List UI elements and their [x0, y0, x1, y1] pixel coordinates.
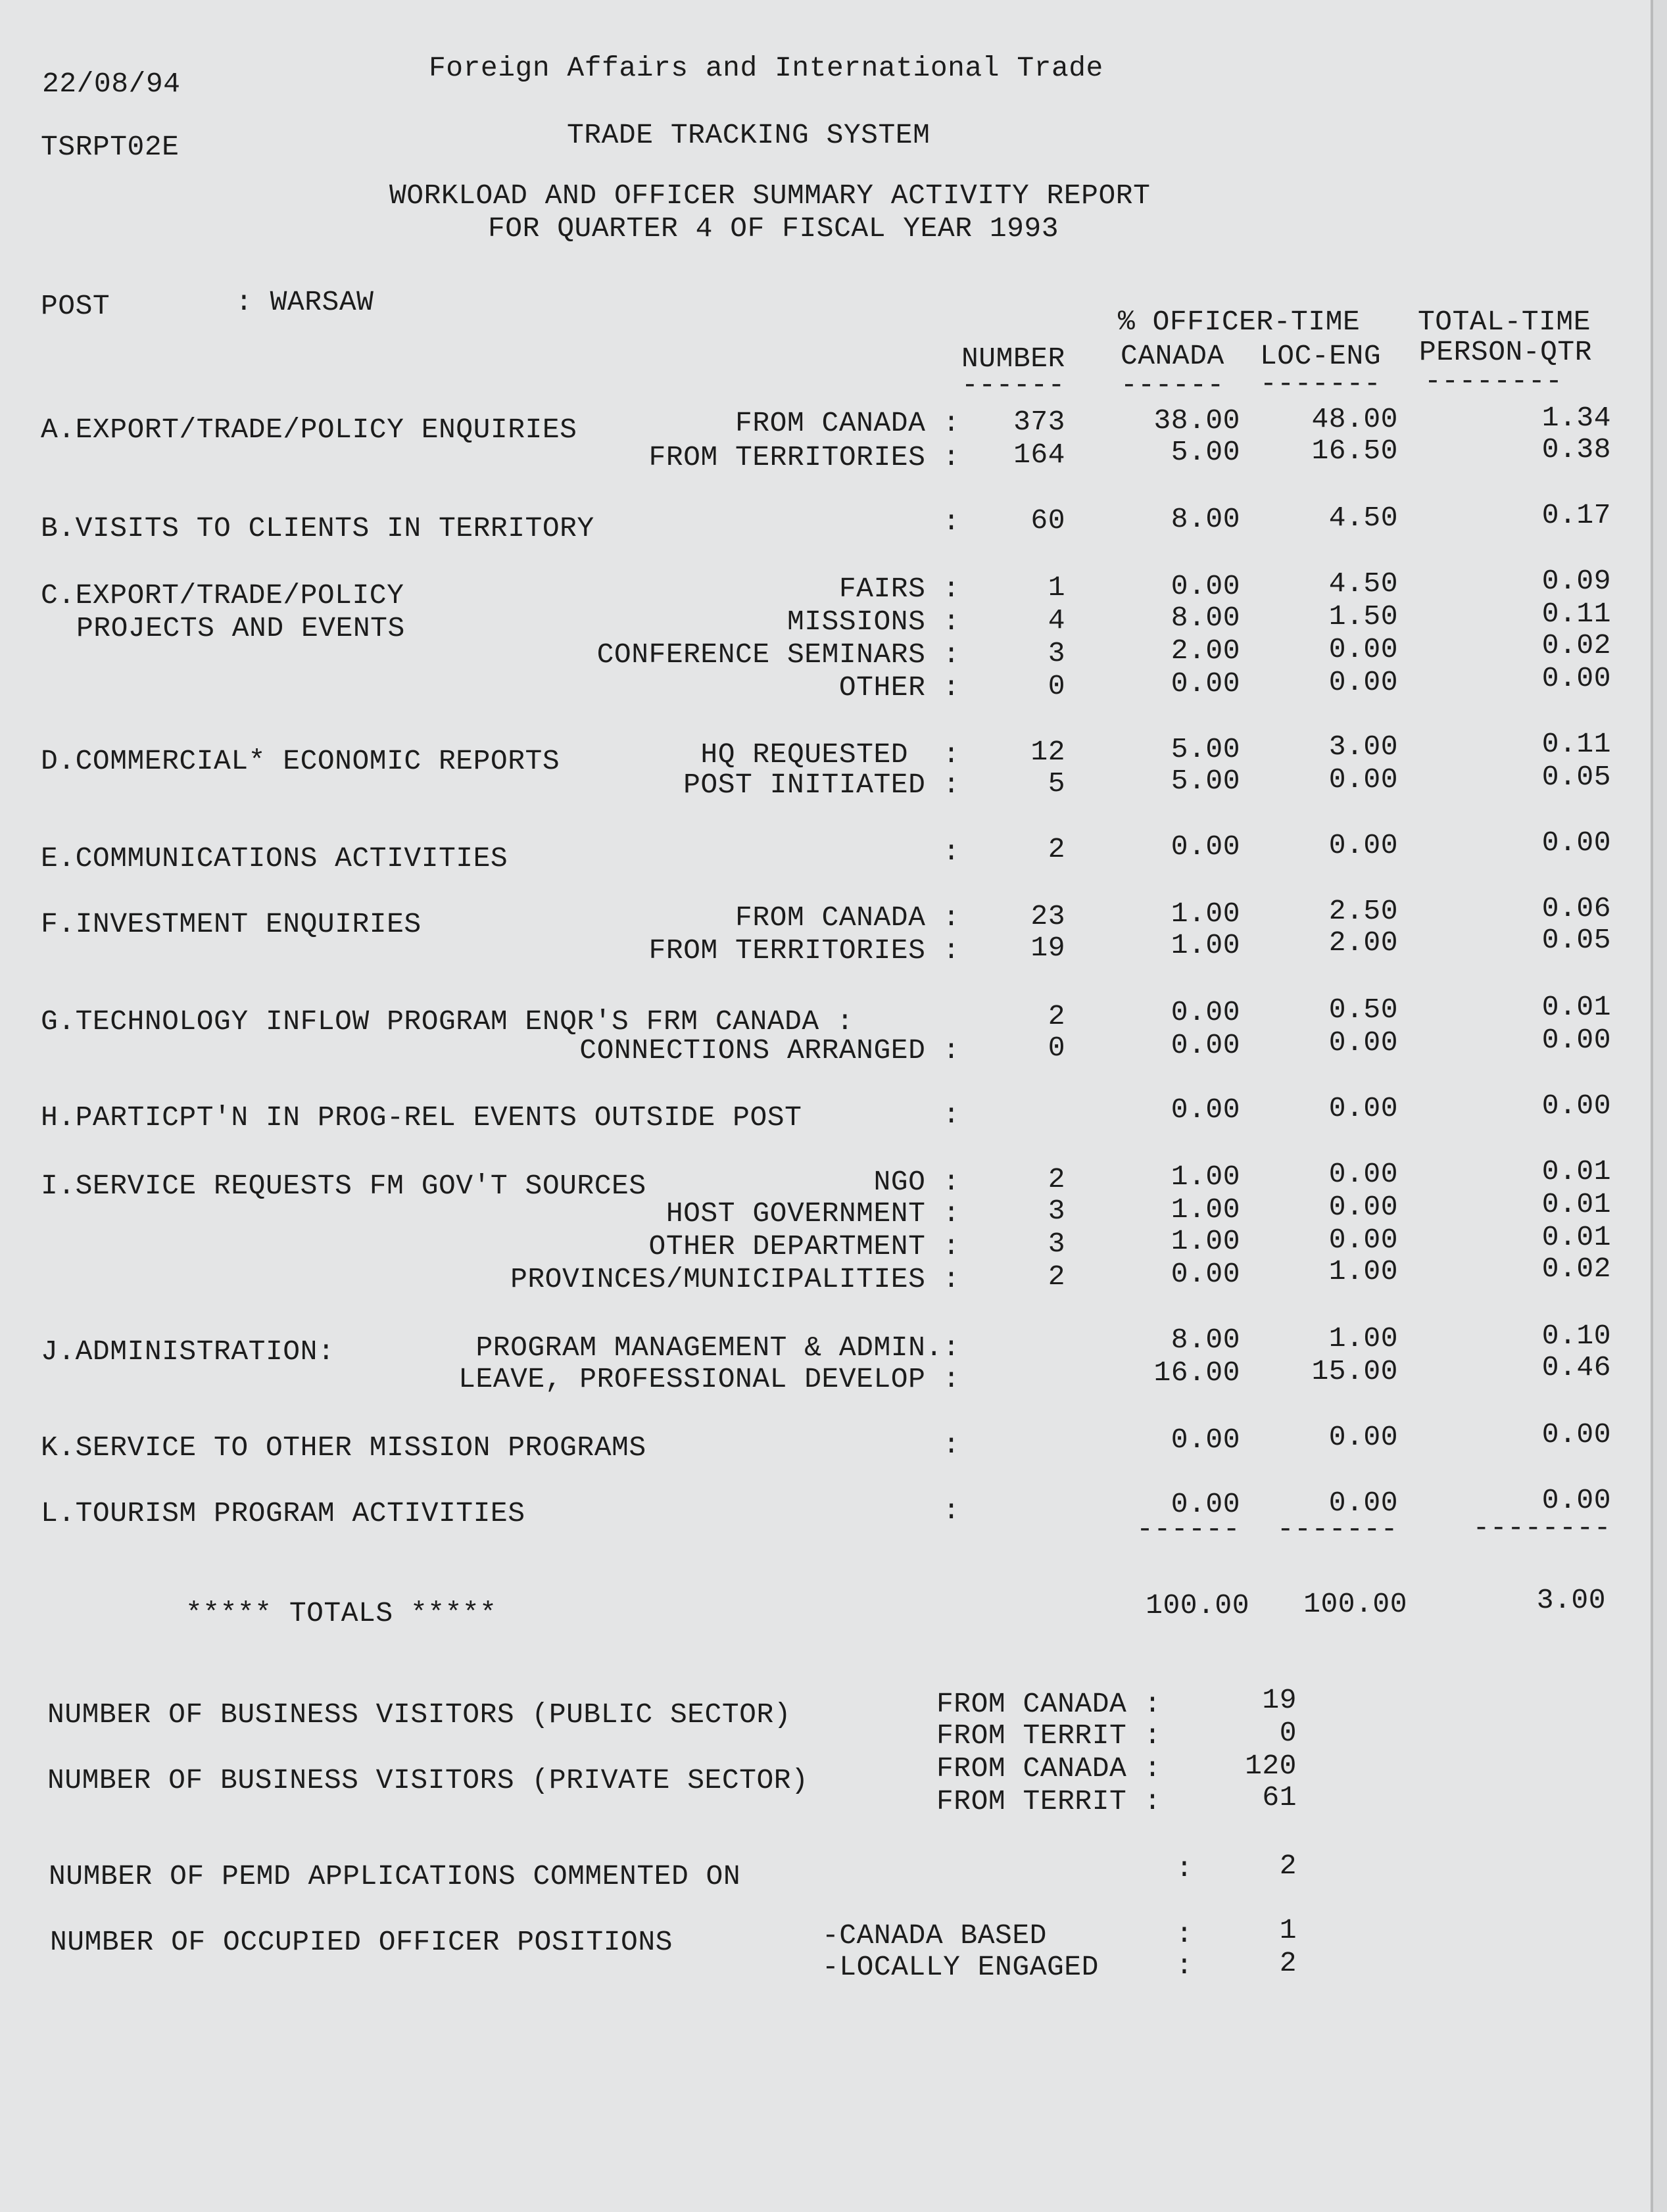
row-canada: 0.00 — [1171, 1258, 1240, 1290]
row-canada: 8.00 — [1171, 602, 1240, 634]
row-label: FROM CANADA : — [735, 407, 960, 439]
totals-person-qtr-underline: -------- — [1472, 1512, 1611, 1544]
row-person-qtr: 0.46 — [1541, 1351, 1611, 1383]
pemd-colon: : — [1176, 1852, 1194, 1885]
row-person-qtr: 0.00 — [1541, 662, 1611, 694]
row-number: 12 — [1030, 736, 1065, 768]
row-loc-eng: 0.00 — [1328, 1092, 1398, 1124]
canada-based-colon: : — [1176, 1918, 1194, 1950]
row-loc-eng: 4.50 — [1328, 567, 1398, 600]
row-label: HOST GOVERNMENT : — [665, 1197, 960, 1230]
locally-engaged-value: 2 — [1279, 1947, 1297, 1979]
system-name: TRADE TRACKING SYSTEM — [567, 119, 930, 151]
number-header: NUMBER — [961, 343, 1065, 375]
person-qtr-underline: -------- — [1424, 365, 1563, 397]
row-number: 5 — [1048, 767, 1065, 800]
canada-based-value: 1 — [1279, 1914, 1297, 1946]
row-loc-eng: 0.00 — [1328, 763, 1398, 796]
totals-loc-eng: 100.00 — [1303, 1588, 1407, 1620]
totals-label: ***** TOTALS ***** — [185, 1597, 497, 1629]
row-canada: 16.00 — [1153, 1357, 1240, 1389]
row-canada: 5.00 — [1171, 765, 1240, 797]
row-loc-eng: 15.00 — [1311, 1355, 1398, 1387]
person-qtr-header: PERSON-QTR — [1419, 336, 1593, 368]
row-label: PROVINCES/MUNICIPALITIES : — [510, 1263, 960, 1295]
row-number: 23 — [1030, 900, 1065, 932]
loc-eng-underline: ------- — [1260, 368, 1382, 400]
section-c-subtitle: PROJECTS AND EVENTS — [76, 612, 405, 644]
row-canada: 1.00 — [1171, 1193, 1240, 1226]
row-number: 60 — [1030, 504, 1065, 537]
row-label: PROGRAM MANAGEMENT & ADMIN.: — [475, 1332, 960, 1364]
row-label: FROM TERRITORIES : — [648, 934, 960, 967]
public-from-territ-value: 0 — [1279, 1717, 1297, 1749]
row-loc-eng: 0.00 — [1328, 666, 1398, 698]
row-loc-eng: 0.00 — [1328, 1224, 1398, 1256]
private-from-canada-value: 120 — [1245, 1750, 1297, 1782]
row-canada: 8.00 — [1171, 503, 1240, 535]
row-label: : — [942, 506, 960, 538]
row-loc-eng: 3.00 — [1328, 731, 1398, 763]
department-name: Foreign Affairs and International Trade — [429, 52, 1103, 84]
section-d-title: D.COMMERCIAL* ECONOMIC REPORTS — [41, 745, 560, 777]
business-visitors-public-label: NUMBER OF BUSINESS VISITORS (PUBLIC SECTOR) — [47, 1698, 792, 1731]
public-from-canada-value: 19 — [1262, 1684, 1297, 1716]
row-label: POST INITIATED : — [683, 769, 960, 801]
row-label: FAIRS : — [838, 573, 960, 605]
section-c-title: C.EXPORT/TRADE/POLICY — [41, 579, 404, 612]
row-number: 2 — [1048, 1163, 1065, 1195]
row-loc-eng: 1.50 — [1328, 600, 1398, 633]
row-label: CONFERENCE SEMINARS : — [596, 638, 960, 671]
row-person-qtr: 0.11 — [1541, 598, 1611, 630]
section-j-title: J.ADMINISTRATION: — [41, 1335, 335, 1368]
row-canada: 5.00 — [1171, 436, 1240, 468]
row-loc-eng: 2.50 — [1328, 895, 1398, 927]
pemd-label: NUMBER OF PEMD APPLICATIONS COMMENTED ON — [49, 1860, 741, 1892]
row-person-qtr: 0.00 — [1541, 1484, 1611, 1516]
section-a-title: A.EXPORT/TRADE/POLICY ENQUIRIES — [41, 414, 577, 446]
row-loc-eng: 16.50 — [1311, 435, 1398, 467]
canada-underline: ------ — [1121, 369, 1224, 401]
report-title: WORKLOAD AND OFFICER SUMMARY ACTIVITY REPORT — [389, 180, 1151, 212]
row-canada: 1.00 — [1171, 1161, 1240, 1193]
row-canada: 0.00 — [1171, 1029, 1240, 1061]
row-canada: 1.00 — [1171, 898, 1240, 930]
row-canada: 0.00 — [1171, 1424, 1240, 1456]
row-person-qtr: 0.00 — [1541, 1418, 1611, 1451]
business-visitors-private-label: NUMBER OF BUSINESS VISITORS (PRIVATE SECTOR) — [47, 1764, 809, 1796]
pemd-value: 2 — [1279, 1850, 1297, 1882]
row-loc-eng: 0.00 — [1328, 1026, 1398, 1059]
locally-engaged-colon: : — [1176, 1950, 1194, 1982]
row-label: : — [942, 1495, 960, 1527]
row-canada: 1.00 — [1171, 929, 1240, 961]
row-label: LEAVE, PROFESSIONAL DEVELOP : — [458, 1363, 960, 1395]
section-i-title: I.SERVICE REQUESTS FM GOV'T SOURCES — [41, 1170, 646, 1202]
locally-engaged-label: -LOCALLY ENGAGED — [822, 1951, 1099, 1983]
section-f-title: F.INVESTMENT ENQUIRIES — [41, 908, 422, 940]
row-person-qtr: 0.00 — [1541, 1024, 1611, 1056]
totals-loc-eng-underline: ------- — [1276, 1513, 1398, 1545]
row-number: 164 — [1013, 439, 1065, 471]
row-loc-eng: 0.00 — [1328, 1158, 1398, 1190]
row-number: 1 — [1048, 571, 1065, 604]
post-value: : WARSAW — [235, 286, 374, 318]
row-person-qtr: 0.01 — [1541, 1155, 1611, 1188]
section-k-title: K.SERVICE TO OTHER MISSION PROGRAMS — [41, 1431, 646, 1464]
row-person-qtr: 0.05 — [1541, 761, 1611, 793]
row-number: 373 — [1013, 406, 1065, 438]
row-canada: 0.00 — [1171, 570, 1240, 602]
row-person-qtr: 0.01 — [1541, 991, 1611, 1023]
row-label: : — [942, 1429, 960, 1461]
row-label: MISSIONS : — [786, 606, 960, 638]
totals-person-qtr: 3.00 — [1536, 1584, 1606, 1616]
private-from-territ-value: 61 — [1262, 1781, 1297, 1814]
row-number: 2 — [1048, 1261, 1065, 1293]
total-time-header: TOTAL-TIME — [1418, 306, 1591, 338]
public-from-territ-label: FROM TERRIT : — [936, 1719, 1161, 1752]
row-number: 3 — [1048, 1228, 1065, 1260]
row-number: 0 — [1048, 1032, 1065, 1064]
section-e-title: E.COMMUNICATIONS ACTIVITIES — [41, 842, 508, 875]
row-loc-eng: 0.00 — [1328, 633, 1398, 665]
row-person-qtr: 1.34 — [1541, 402, 1611, 434]
row-canada: 38.00 — [1153, 404, 1240, 437]
row-person-qtr: 0.05 — [1541, 924, 1611, 956]
row-canada: 0.00 — [1171, 667, 1240, 700]
row-person-qtr: 0.17 — [1541, 499, 1611, 531]
row-canada: 2.00 — [1171, 635, 1240, 667]
row-label: : — [942, 1099, 960, 1131]
row-label: NGO : — [873, 1166, 960, 1198]
totals-canada: 100.00 — [1146, 1589, 1249, 1622]
row-loc-eng: 48.00 — [1311, 403, 1398, 435]
row-person-qtr: 0.01 — [1541, 1221, 1611, 1253]
row-label: OTHER : — [838, 671, 960, 704]
row-loc-eng: 2.00 — [1328, 926, 1398, 959]
row-canada: 8.00 — [1171, 1324, 1240, 1356]
loc-eng-header: LOC-ENG — [1260, 340, 1382, 372]
canada-header: CANADA — [1121, 340, 1224, 372]
number-underline: ------ — [961, 369, 1065, 401]
row-label: CONNECTIONS ARRANGED : — [579, 1034, 960, 1067]
private-from-territ-label: FROM TERRIT : — [936, 1785, 1161, 1817]
row-number: 4 — [1048, 604, 1065, 637]
row-loc-eng: 4.50 — [1328, 502, 1398, 534]
private-from-canada-label: FROM CANADA : — [936, 1752, 1161, 1785]
row-label: FROM TERRITORIES : — [648, 441, 960, 473]
row-number: 2 — [1048, 1000, 1065, 1032]
row-loc-eng: 0.00 — [1328, 1487, 1398, 1519]
row-person-qtr: 0.00 — [1541, 1090, 1611, 1122]
row-label: : — [942, 836, 960, 868]
row-person-qtr: 0.38 — [1541, 433, 1611, 466]
row-number: 3 — [1048, 1195, 1065, 1227]
row-loc-eng: 0.50 — [1328, 994, 1398, 1026]
section-g-title: G.TECHNOLOGY INFLOW PROGRAM ENQR'S FRM CANADA : — [41, 1005, 854, 1038]
row-number: 19 — [1030, 932, 1065, 964]
row-number: 0 — [1048, 670, 1065, 702]
row-loc-eng: 0.00 — [1328, 829, 1398, 861]
row-loc-eng: 1.00 — [1328, 1322, 1398, 1355]
section-b-title: B.VISITS TO CLIENTS IN TERRITORY — [41, 512, 594, 544]
row-canada: 1.00 — [1171, 1225, 1240, 1257]
row-person-qtr: 0.00 — [1541, 827, 1611, 859]
report-period: FOR QUARTER 4 OF FISCAL YEAR 1993 — [488, 212, 1059, 245]
row-canada: 5.00 — [1171, 733, 1240, 765]
row-person-qtr: 0.02 — [1541, 1253, 1611, 1285]
row-person-qtr: 0.01 — [1541, 1188, 1611, 1220]
totals-canada-underline: ------ — [1136, 1513, 1240, 1545]
positions-label: NUMBER OF OCCUPIED OFFICER POSITIONS — [50, 1926, 673, 1958]
row-label: FROM CANADA : — [735, 902, 960, 934]
canada-based-label: -CANADA BASED — [822, 1919, 1047, 1952]
row-number: 3 — [1048, 637, 1065, 669]
officer-time-header: % OFFICER-TIME — [1118, 306, 1361, 338]
row-label: OTHER DEPARTMENT : — [648, 1230, 960, 1262]
row-person-qtr: 0.10 — [1541, 1320, 1611, 1352]
section-h-title: H.PARTICPT'N IN PROG-REL EVENTS OUTSIDE POST — [41, 1101, 802, 1134]
row-canada: 0.00 — [1171, 996, 1240, 1028]
row-number: 2 — [1048, 833, 1065, 865]
row-person-qtr: 0.02 — [1541, 629, 1611, 661]
row-loc-eng: 0.00 — [1328, 1421, 1398, 1453]
post-label: POST — [41, 290, 110, 322]
row-person-qtr: 0.11 — [1541, 728, 1611, 760]
row-loc-eng: 0.00 — [1328, 1191, 1398, 1223]
section-l-title: L.TOURISM PROGRAM ACTIVITIES — [41, 1497, 525, 1529]
report-code: TSRPT02E — [41, 131, 180, 163]
row-canada: 0.00 — [1171, 830, 1240, 863]
row-canada: 0.00 — [1171, 1488, 1240, 1520]
row-loc-eng: 1.00 — [1328, 1255, 1398, 1287]
public-from-canada-label: FROM CANADA : — [936, 1688, 1161, 1720]
row-person-qtr: 0.06 — [1541, 892, 1611, 925]
report-date: 22/08/94 — [42, 68, 181, 100]
row-label: HQ REQUESTED : — [700, 738, 960, 771]
row-canada: 0.00 — [1171, 1094, 1240, 1126]
row-person-qtr: 0.09 — [1541, 565, 1611, 597]
